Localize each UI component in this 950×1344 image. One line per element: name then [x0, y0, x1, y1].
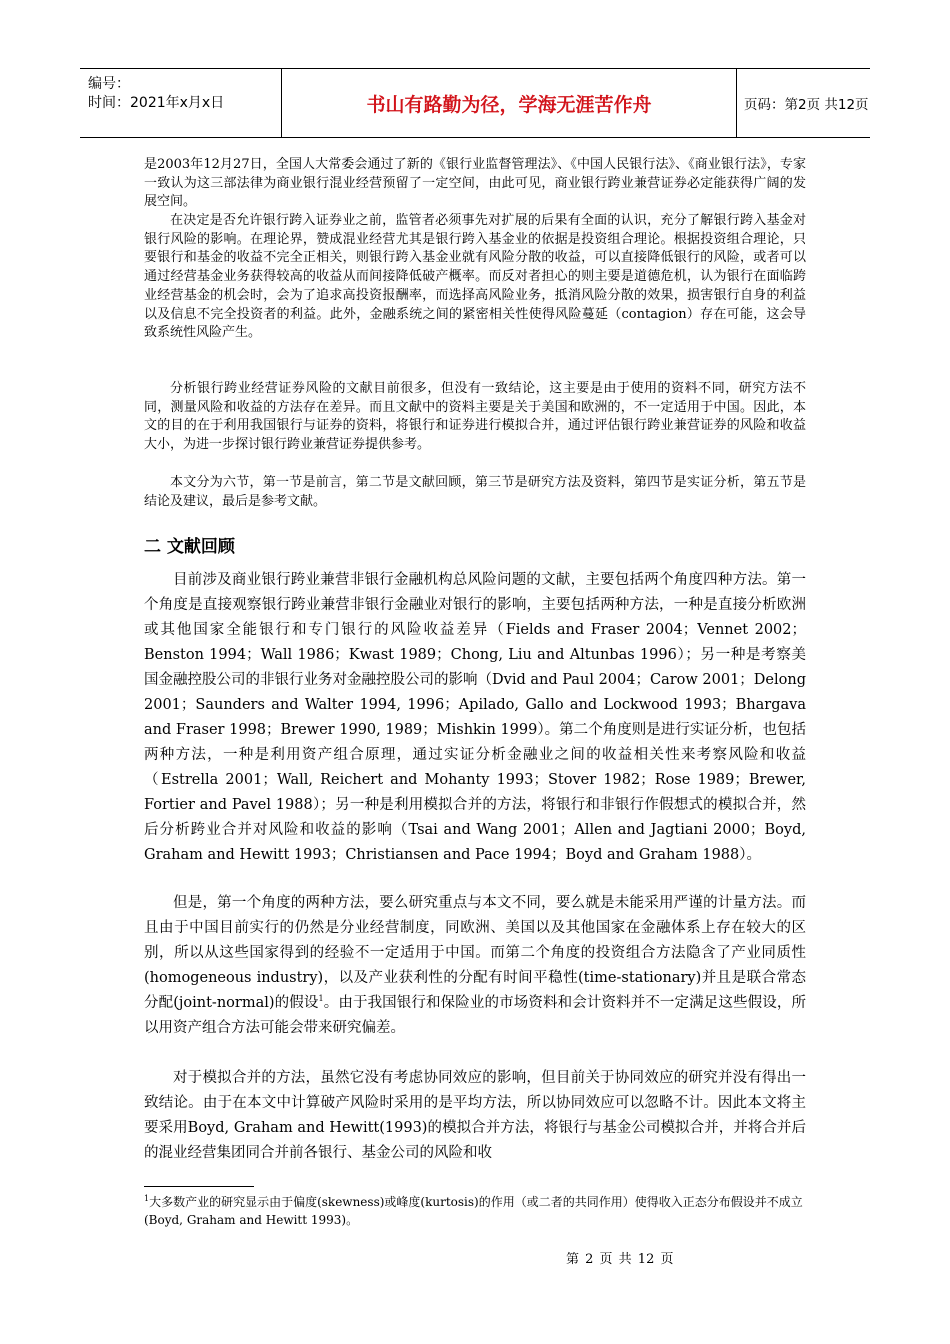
header-time-label: 时间：2021年x月x日	[88, 95, 225, 111]
intro-paragraph-4: 本文分为六节，第一节是前言，第二节是文献回顾，第三节是研究方法及资料，第四节是实证分析，第五节是结论及建议，最后是参考文献。	[144, 475, 806, 509]
intro-paragraph-3: 分析银行跨业经营证券风险的文献目前很多，但没有一致结论，这主要是由于使用的资料不同，研究方法不同，测量风险和收益的方法存在差异。而且文献中的资料主要是关于美国和欧洲的，不一定适用于中国。因此，本文的目的在于利用我国银行与证券的资料，将银行和证券进行模拟合并，通过评估银行跨业兼营证券的风险和收益大小，为进一步探讨银行跨业兼营证券提供参考。	[144, 381, 806, 453]
review-paragraph-2-tail: 。由于我国银行和保险业的市场资料和会计资料并不一定满足这些假设，所以用资产组合方法可能会带来研究偏差。	[144, 995, 807, 1036]
footnote-ref[interactable]: 1	[318, 994, 324, 1004]
footnote-text: 大多数产业的研究显示由于偏度(skewness)或峰度(kurtosis)的作用（或二者的共同作用）使得收入正态分布假设并不成立(Boyd, Graham and Hewitt 1993)。	[144, 1195, 803, 1227]
review-paragraph-3: 对于模拟合并的方法，虽然它没有考虑协同效应的影响，但目前关于协同效应的研究并没有得出一致结论。由于在本文中计算破产风险时采用的是平均方法，所以协同效应可以忽略不计。因此本文将主要采用Boyd, Graham and Hewitt(1993)的模拟合并方法，将银行与基金公司模拟合并，并将合并后的混业经营集团同合并前各银行、基金公司的风险和收	[144, 1070, 806, 1161]
header-meta	[80, 69, 282, 137]
review-paragraph-2	[144, 891, 806, 1041]
intro-paragraph-1: 是2003年12月27日，全国人大常委会通过了新的《银行业监督管理法》、《中国人民银行法》、《商业银行法》，专家一致认为这三部法律为商业银行混业经营预留了一定空间，由此可见，商业银行跨业兼营证券必定能获得广阔的发展空间。	[144, 157, 806, 210]
header-code-label: 编号：	[88, 76, 130, 92]
footnote-divider	[144, 1186, 254, 1187]
footnote-mark: 1	[144, 1194, 150, 1203]
page-number: 第 2 页 共 12 页	[566, 1252, 674, 1267]
header-motto: 书山有路勤为径，学海无涯苦作舟	[282, 69, 737, 137]
page-header	[80, 68, 870, 138]
footnote	[144, 1193, 806, 1229]
intro-paragraph-2: 在决定是否允许银行跨入证券业之前，监管者必须事先对扩展的后果有全面的认识，充分了解银行跨入基金对银行风险的影响。在理论界，赞成混业经营尤其是银行跨入基金业的依据是投资组合理论。根据投资组合理论，只要银行和基金的收益不完全正相关，则银行跨入基金业就有风险分散的收益，可以直接降低银行的风险，或者可以通过经营基金业务获得较高的收益从而间接降低破产概率。而反对者担心的则主要是道德危机，认为银行在面临跨业经营基金的机会时，会为了追求高投资报酬率，而选择高风险业务，抵消风险分散的效果，损害银行自身的利益以及信息不完全投资者的利益。此外，金融系统之间的紧密相关性使得风险蔓延（contagion）存在可能，这会导致系统性风险产生。	[144, 213, 806, 341]
section-title: 二 文献回顾	[144, 537, 235, 557]
review-paragraph-2-text: 但是，第一个角度的两种方法，要么研究重点与本文不同，要么就是未能采用严谨的计量方法。而且由于中国目前实行的仍然是分业经营制度，同欧洲、美国以及其他国家在金融体系上存在较大的区别，所以从这些国家得到的经验不一定适用于中国。而第二个角度的投资组合方法隐含了产业同质性(homogeneous industry)，以及产业获利性的分配有时间平稳性(time-stationary)并且是联合常态分配(joint-normal)的假设	[144, 895, 806, 1011]
review-paragraph-1: 目前涉及商业银行跨业兼营非银行金融机构总风险问题的文献，主要包括两个角度四种方法。第一个角度是直接观察银行跨业兼营非银行金融业对银行的影响，主要包括两种方法，一种是直接分析欧洲或其他国家全能银行和专门银行的风险收益差异（Fields and Fraser 2004；Vennet 2002；Benston 1994；Wall 1986；Kwast 1989；Chong, Liu and Altunbas 1996）；另一种是考察美国金融控股公司的非银行业务对金融控股公司的影响（Dvid and Paul 2004；Carow 2001；Delong 2001；Saunders and Walter 1994, 1996；Apilado, Gallo and Lockwood 1993；Bhargava and Fraser 1998；Brewer 1990, 1989；Mishkin 1999）。第二个角度则是进行实证分析，也包括两种方法，一种是利用资产组合原理，通过实证分析金融业之间的收益相关性来考察风险和收益（Estrella 2001；Wall, Reichert and Mohanty 1993；Stover 1982；Rose 1989；Brewer, Fortier and Pavel 1988）；另一种是利用模拟合并的方法，将银行和非银行作假想式的模拟合并，然后分析跨业合并对风险和收益的影响（Tsai and Wang 2001；Allen and Jagtiani 2000；Boyd, Graham and Hewitt 1993；Christiansen and Pace 1994；Boyd and Graham 1988）。	[144, 572, 806, 863]
header-page-label: 页码：第2页 共12页	[744, 97, 869, 113]
